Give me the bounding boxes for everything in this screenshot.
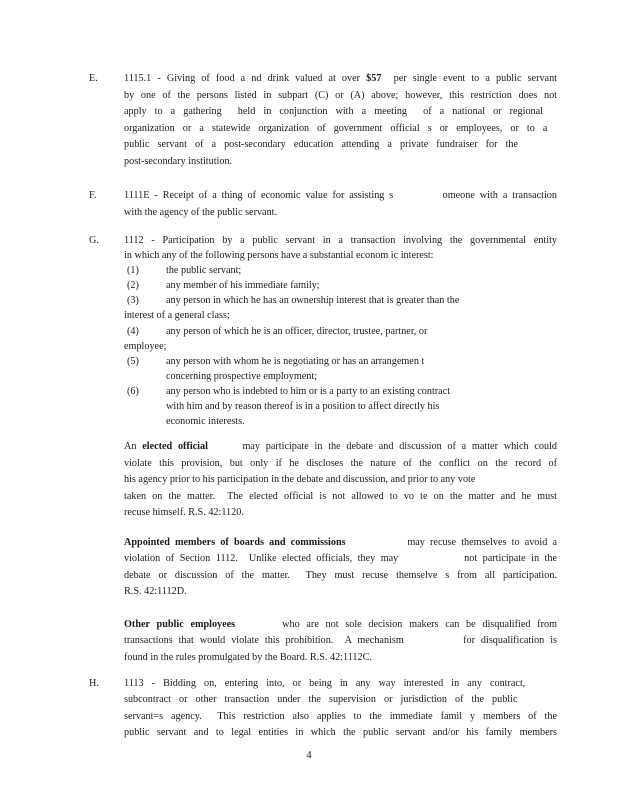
line-text bbox=[124, 190, 557, 201]
bold-phrase: $57 bbox=[366, 73, 382, 84]
line-text bbox=[124, 207, 277, 218]
text-run: 1115.1 - Giving of food a nd drink valued at over bbox=[124, 73, 367, 84]
text-run: public servant and to legal entities in which the public servant and/or his family members bbox=[124, 727, 557, 739]
text-line bbox=[124, 633, 557, 649]
text-run: debate or discussion of the matter. They must recuse themselve s from all participation. bbox=[124, 569, 557, 581]
text-run: found in the rules promulgated by the Board. R.S. 42:1112C. bbox=[124, 651, 372, 663]
text-run: subcontract or other transaction under the supervision or jurisdiction of the public bbox=[124, 694, 518, 706]
section-letter: H. bbox=[89, 678, 99, 689]
text-run: per single event to a public servant bbox=[381, 73, 557, 84]
text-run: organization or a statewide organization of government official s or employees, or to a bbox=[124, 122, 548, 134]
section-e bbox=[89, 71, 557, 170]
line-text bbox=[124, 441, 557, 452]
line-text bbox=[124, 694, 518, 705]
list-item-marker: (4) bbox=[127, 325, 139, 337]
line-text bbox=[166, 326, 427, 337]
text-run: concerning prospective employment; bbox=[166, 370, 318, 382]
bold-phrase: Appointed members of boards and commissions bbox=[124, 537, 346, 548]
text-line bbox=[124, 617, 557, 633]
text-run: transactions that would violate this prohibition. A mechanism for disqualification is bbox=[124, 635, 557, 647]
text-line bbox=[124, 568, 557, 584]
line-text bbox=[124, 123, 547, 134]
line-text bbox=[124, 474, 475, 485]
text-run: violate this provision, but only if he discloses the nature of the conflict on the record of bbox=[124, 457, 557, 469]
line-text bbox=[124, 507, 244, 518]
line-text bbox=[124, 106, 543, 117]
text-line bbox=[127, 263, 557, 278]
line-text bbox=[166, 265, 241, 276]
text-run: An bbox=[124, 441, 143, 452]
text-line bbox=[89, 188, 557, 205]
text-run: may participate in the debate and discussion of a matter which could bbox=[207, 441, 557, 452]
text-line bbox=[166, 399, 557, 414]
text-line bbox=[124, 439, 557, 456]
text-run: any person who is indebted to him or is a party to an existing contract bbox=[166, 385, 451, 397]
text-line bbox=[127, 278, 557, 293]
list-item-marker: (1) bbox=[127, 265, 139, 277]
text-line bbox=[124, 121, 557, 138]
text-run: apply to a gathering held in conjunction with a meeting of a national or regional bbox=[124, 106, 543, 117]
section-letter: F. bbox=[89, 190, 97, 201]
text-line bbox=[124, 505, 557, 522]
text-line bbox=[124, 137, 557, 154]
line-text bbox=[124, 635, 557, 646]
line-text bbox=[124, 73, 557, 84]
text-run: interest of a general class; bbox=[124, 310, 230, 322]
text-run: any member of his immediate family; bbox=[166, 280, 320, 292]
text-line bbox=[124, 88, 557, 105]
bold-phrase: Other public employees bbox=[124, 619, 236, 630]
text-line bbox=[124, 584, 557, 600]
paragraph-other-public-employees bbox=[124, 617, 557, 666]
list-item-marker: (5) bbox=[127, 355, 139, 367]
text-line bbox=[89, 676, 557, 692]
text-line bbox=[124, 650, 557, 666]
line-text bbox=[166, 371, 317, 382]
line-text bbox=[166, 356, 424, 367]
line-text bbox=[124, 537, 557, 548]
text-line bbox=[124, 489, 557, 506]
section-letter: G. bbox=[89, 235, 99, 246]
text-line bbox=[124, 205, 557, 222]
text-line bbox=[89, 233, 557, 248]
section-h bbox=[89, 676, 557, 742]
text-line bbox=[166, 369, 557, 384]
text-run: taken on the matter. The elected official is not allowed to vo te on the matter and he must bbox=[124, 490, 557, 502]
line-text bbox=[124, 652, 372, 663]
line-text bbox=[124, 619, 557, 630]
text-run: 1111E - Receipt of a thing of economic value for assisting s omeone with a transaction bbox=[124, 190, 557, 201]
line-text bbox=[124, 586, 187, 597]
text-line bbox=[124, 472, 557, 489]
text-line bbox=[124, 535, 557, 551]
text-line bbox=[124, 692, 557, 708]
text-run: recuse himself. R.S. 42:1120. bbox=[124, 507, 244, 518]
section-f bbox=[89, 188, 557, 221]
line-text bbox=[166, 416, 245, 427]
text-line bbox=[124, 308, 557, 323]
list-item-marker: (6) bbox=[127, 385, 139, 397]
text-line bbox=[124, 248, 557, 263]
line-text bbox=[124, 156, 232, 167]
list-item-marker: (2) bbox=[127, 280, 139, 292]
text-line bbox=[124, 551, 557, 567]
text-run: in which any of the following persons have a substantial econom ic interest: bbox=[124, 250, 434, 262]
line-text bbox=[124, 553, 557, 564]
line-text bbox=[124, 310, 230, 321]
text-run: employee; bbox=[124, 340, 167, 352]
text-run: by one of the persons listed in subpart (C) or (A) above; however, this restriction does not bbox=[124, 89, 557, 101]
text-line bbox=[127, 293, 557, 308]
text-line bbox=[124, 339, 557, 354]
text-line bbox=[124, 154, 557, 171]
text-run: post-secondary institution. bbox=[124, 155, 233, 167]
line-text bbox=[124, 678, 525, 689]
text-run: with him and by reason thereof is in a position to affect directly his bbox=[166, 401, 440, 413]
line-text bbox=[124, 570, 557, 581]
line-text bbox=[166, 386, 450, 397]
line-text bbox=[124, 341, 166, 352]
paragraph-elected-official bbox=[124, 439, 557, 522]
text-run: any person of which he is an officer, director, trustee, partner, or bbox=[166, 325, 428, 337]
line-text bbox=[166, 280, 320, 291]
text-run: who are not sole decision makers can be disqualified from bbox=[235, 619, 557, 630]
text-run: 1113 - Bidding on, entering into, or being in any way interested in any contract, bbox=[124, 678, 526, 689]
text-line bbox=[124, 456, 557, 473]
text-line bbox=[124, 709, 557, 725]
text-run: with the agency of the public servant. bbox=[124, 206, 278, 218]
line-text bbox=[124, 727, 557, 738]
line-text bbox=[166, 401, 439, 412]
line-text bbox=[166, 295, 459, 306]
text-run: may recuse themselves to avoid a bbox=[345, 537, 557, 548]
text-line bbox=[127, 384, 557, 399]
bold-phrase: elected official bbox=[142, 441, 208, 452]
line-text bbox=[124, 458, 557, 469]
text-run: any person in which he has an ownership interest that is greater than the bbox=[166, 295, 460, 307]
line-text bbox=[124, 90, 557, 101]
text-run: the public servant; bbox=[166, 265, 242, 277]
text-line bbox=[124, 725, 557, 741]
text-run: public servant of a post-secondary education attending a private fundraiser for the bbox=[124, 139, 519, 150]
text-line bbox=[127, 324, 557, 339]
text-run: his agency prior to his participation in the debate and discussion, and prior to any vote bbox=[124, 474, 476, 485]
text-line bbox=[89, 71, 557, 88]
line-text bbox=[124, 139, 518, 150]
list-item-marker: (3) bbox=[127, 295, 139, 307]
line-text bbox=[124, 250, 434, 261]
text-line bbox=[124, 104, 557, 121]
line-text bbox=[124, 235, 557, 246]
text-line bbox=[127, 354, 557, 369]
line-text bbox=[124, 711, 557, 722]
text-run: violation of Section 1112. Unlike elected officials, they may not participate in the bbox=[124, 553, 557, 565]
text-line bbox=[166, 414, 557, 429]
paragraph-appointed-members bbox=[124, 535, 557, 601]
text-run: R.S. 42:1112D. bbox=[124, 586, 187, 598]
page-number: 4 bbox=[306, 750, 312, 761]
section-g-with-list bbox=[89, 233, 557, 429]
text-run: 1112 - Participation by a public servant in a transaction involving the governmental entity bbox=[124, 235, 557, 246]
text-run: economic interests. bbox=[166, 416, 245, 428]
line-text bbox=[124, 491, 557, 502]
section-letter: E. bbox=[89, 73, 98, 84]
text-run: servant=s agency. This restriction also applies to the immediate famil y members of the bbox=[124, 710, 557, 722]
text-run: any person with whom he is negotiating or has an arrangemen t bbox=[166, 355, 425, 367]
